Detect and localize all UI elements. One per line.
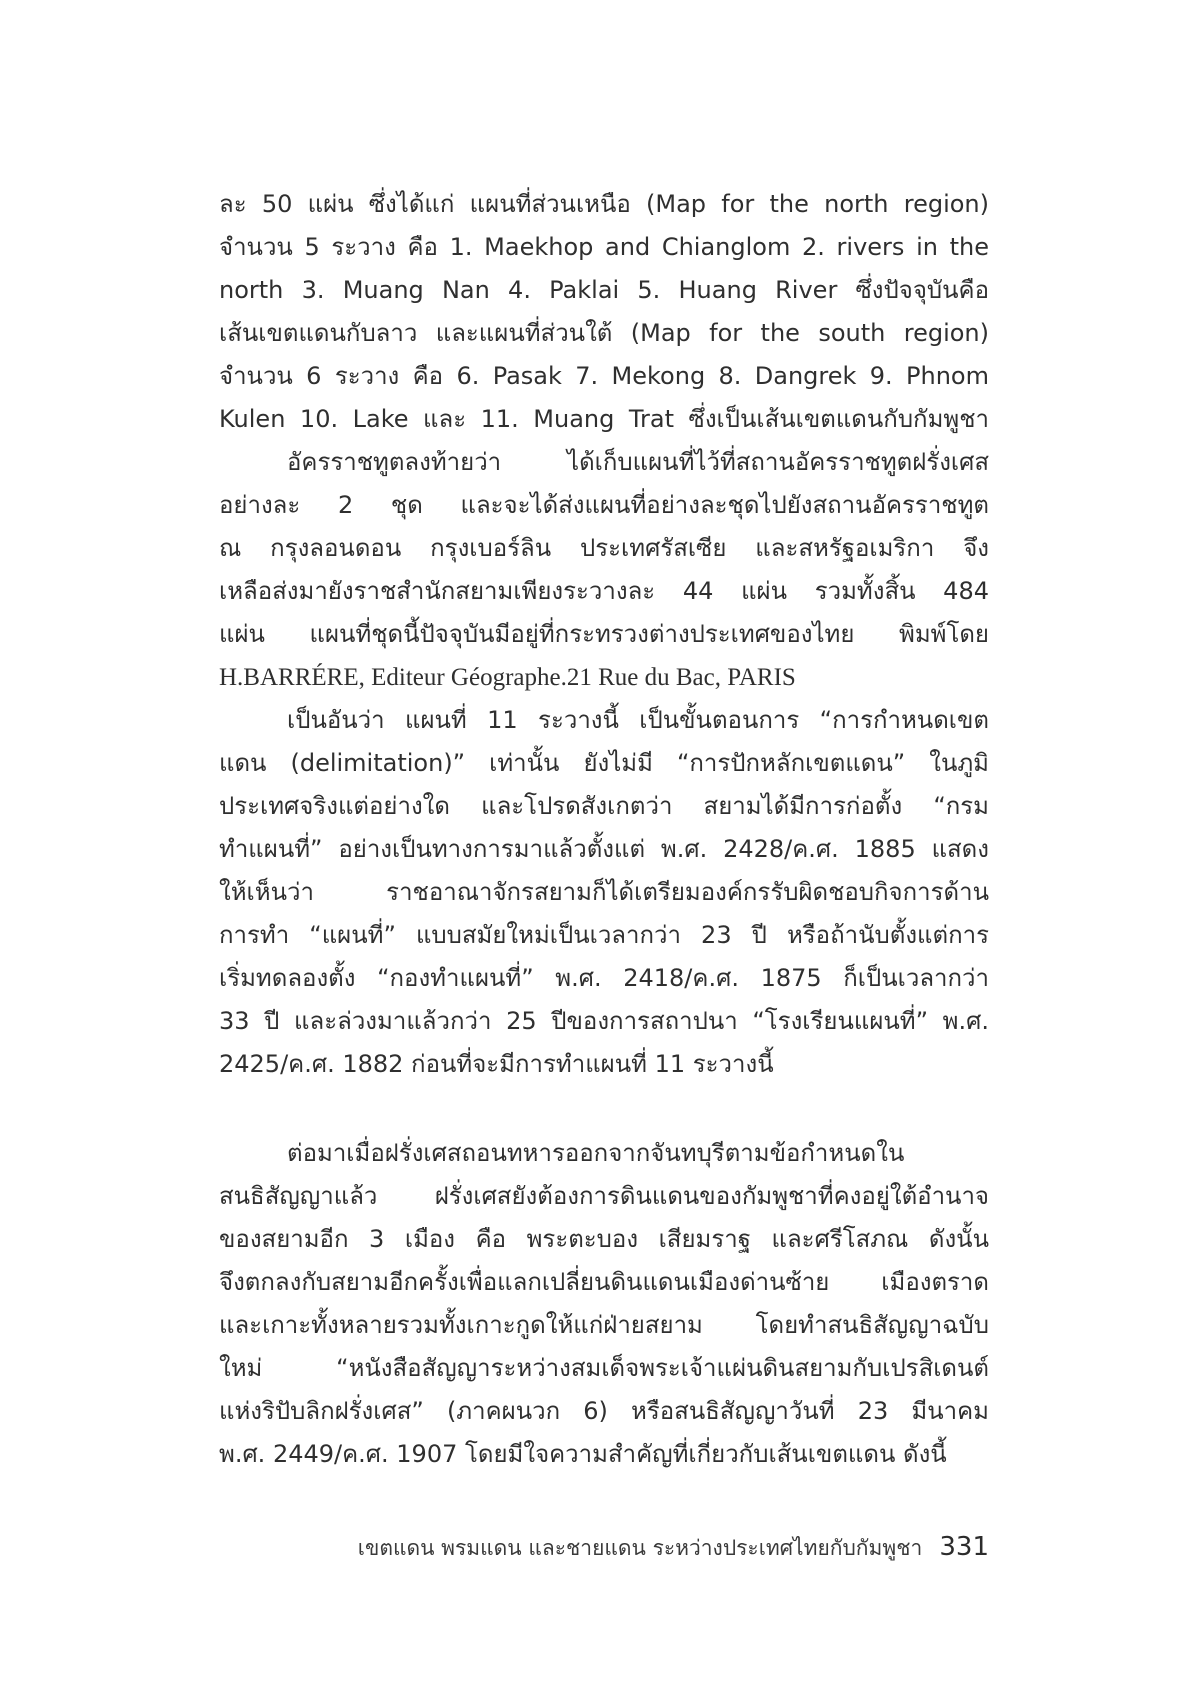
text-line: ละ 50 แผ่น ซึ่งได้แก่ แผนที่ส่วนเหนือ (Map for the north region): [219, 190, 989, 218]
text-line: 33 ปี และล่วงมาแล้วกว่า 25 ปีของการสถาปนา “โรงเรียนแผนที่” พ.ศ.: [219, 1007, 989, 1035]
text-line: พ.ศ. 2449/ค.ศ. 1907 โดยมีใจความสำคัญที่เกี่ยวกับเส้นเขตแดน ดังนี้: [219, 1440, 947, 1468]
text-line: จึงตกลงกับสยามอีกครั้งเพื่อแลกเปลี่ยนดินแดนเมืองด่านซ้าย เมืองตราด: [219, 1268, 989, 1296]
paragraph-3: [219, 699, 989, 1086]
text-line: เริ่มทดลองตั้ง “กองทำแผนที่” พ.ศ. 2418/ค.ศ. 1875 ก็เป็นเวลากว่า: [219, 964, 989, 992]
text-line: แห่งริปับลิกฝรั่งเศส” (ภาคผนวก 6) หรือสนธิสัญญาวันที่ 23 มีนาคม: [219, 1397, 989, 1425]
text-line: เหลือส่งมายังราชสำนักสยามเพียงระวางละ 44 แผ่น รวมทั้งสิ้น 484: [219, 577, 989, 605]
paragraph-spacer: [219, 1086, 989, 1132]
page-number: 331: [939, 1532, 989, 1562]
text-line: การทำ “แผนที่” แบบสมัยใหม่เป็นเวลากว่า 23 ปี หรือถ้านับตั้งแต่การ: [219, 921, 989, 949]
text-line: เส้นเขตแดนกับลาว และแผนที่ส่วนใต้ (Map for the south region): [219, 319, 989, 347]
text-line: ต่อมาเมื่อฝรั่งเศสถอนทหารออกจากจันทบุรีตามข้อกำหนดใน: [287, 1139, 905, 1167]
paragraph-4: [219, 1132, 989, 1476]
text-line: แดน (delimitation)” เท่านั้น ยังไม่มี “การปักหลักเขตแดน” ในภูมิ: [219, 749, 989, 777]
page-footer: [219, 1527, 989, 1567]
text-line: Kulen 10. Lake และ 11. Muang Trat ซึ่งเป็นเส้นเขตแดนกับกัมพูชา: [219, 405, 989, 433]
text-line: อัครราชทูตลงท้ายว่า ได้เก็บแผนที่ไว้ที่สถานอัครราชทูตฝรั่งเศส: [287, 448, 989, 476]
text-line: อย่างละ 2 ชุด และจะได้ส่งแผนที่อย่างละชุดไปยังสถานอัครราชทูต: [219, 491, 989, 519]
text-line: แผ่น แผนที่ชุดนี้ปัจจุบันมีอยู่ที่กระทรวงต่างประเทศของไทย พิมพ์โดย: [219, 620, 989, 648]
text-line: และเกาะทั้งหลายรวมทั้งเกาะกูดให้แก่ฝ่ายสยาม โดยทำสนธิสัญญาฉบับ: [219, 1311, 989, 1339]
text-line: สนธิสัญญาแล้ว ฝรั่งเศสยังต้องการดินแดนของกัมพูชาที่คงอยู่ใต้อำนาจ: [219, 1182, 989, 1210]
text-line: north 3. Muang Nan 4. Paklai 5. Huang River ซึ่งปัจจุบันคือ: [219, 276, 989, 304]
text-line: ของสยามอีก 3 เมือง คือ พระตะบอง เสียมราฐ และศรีโสภณ ดังนั้น: [219, 1225, 989, 1253]
paragraph-1: [219, 183, 989, 441]
publisher-line: H.BARRÉRE, Editeur Géographe.21 Rue du Bac, PARIS: [219, 664, 796, 691]
text-line: ณ กรุงลอนดอน กรุงเบอร์ลิน ประเทศรัสเซีย และสหรัฐอเมริกา จึง: [219, 534, 989, 562]
text-line: 2425/ค.ศ. 1882 ก่อนที่จะมีการทำแผนที่ 11 ระวางนี้: [219, 1050, 774, 1078]
page-body: [219, 183, 989, 1476]
text-line: จำนวน 6 ระวาง คือ 6. Pasak 7. Mekong 8. Dangrek 9. Phnom: [219, 362, 989, 390]
running-title: เขตแดน พรมแดน และชายแดน ระหว่างประเทศไทยกับกัมพูชา: [357, 1536, 923, 1560]
text-line: ทำแผนที่” อย่างเป็นทางการมาแล้วตั้งแต่ พ.ศ. 2428/ค.ศ. 1885 แสดง: [219, 835, 989, 863]
text-line: ประเทศจริงแต่อย่างใด และโปรดสังเกตว่า สยามได้มีการก่อตั้ง “กรม: [219, 792, 989, 820]
paragraph-2: [219, 441, 989, 699]
text-line: ใหม่ “หนังสือสัญญาระหว่างสมเด็จพระเจ้าแผ่นดินสยามกับเปรสิเดนต์: [219, 1354, 989, 1382]
text-line: ให้เห็นว่า ราชอาณาจักรสยามก็ได้เตรียมองค์กรรับผิดชอบกิจการด้าน: [219, 878, 989, 906]
text-line: จำนวน 5 ระวาง คือ 1. Maekhop and Chianglom 2. rivers in the: [219, 233, 989, 261]
text-line: เป็นอันว่า แผนที่ 11 ระวางนี้ เป็นขั้นตอนการ “การกำหนดเขต: [287, 706, 989, 734]
